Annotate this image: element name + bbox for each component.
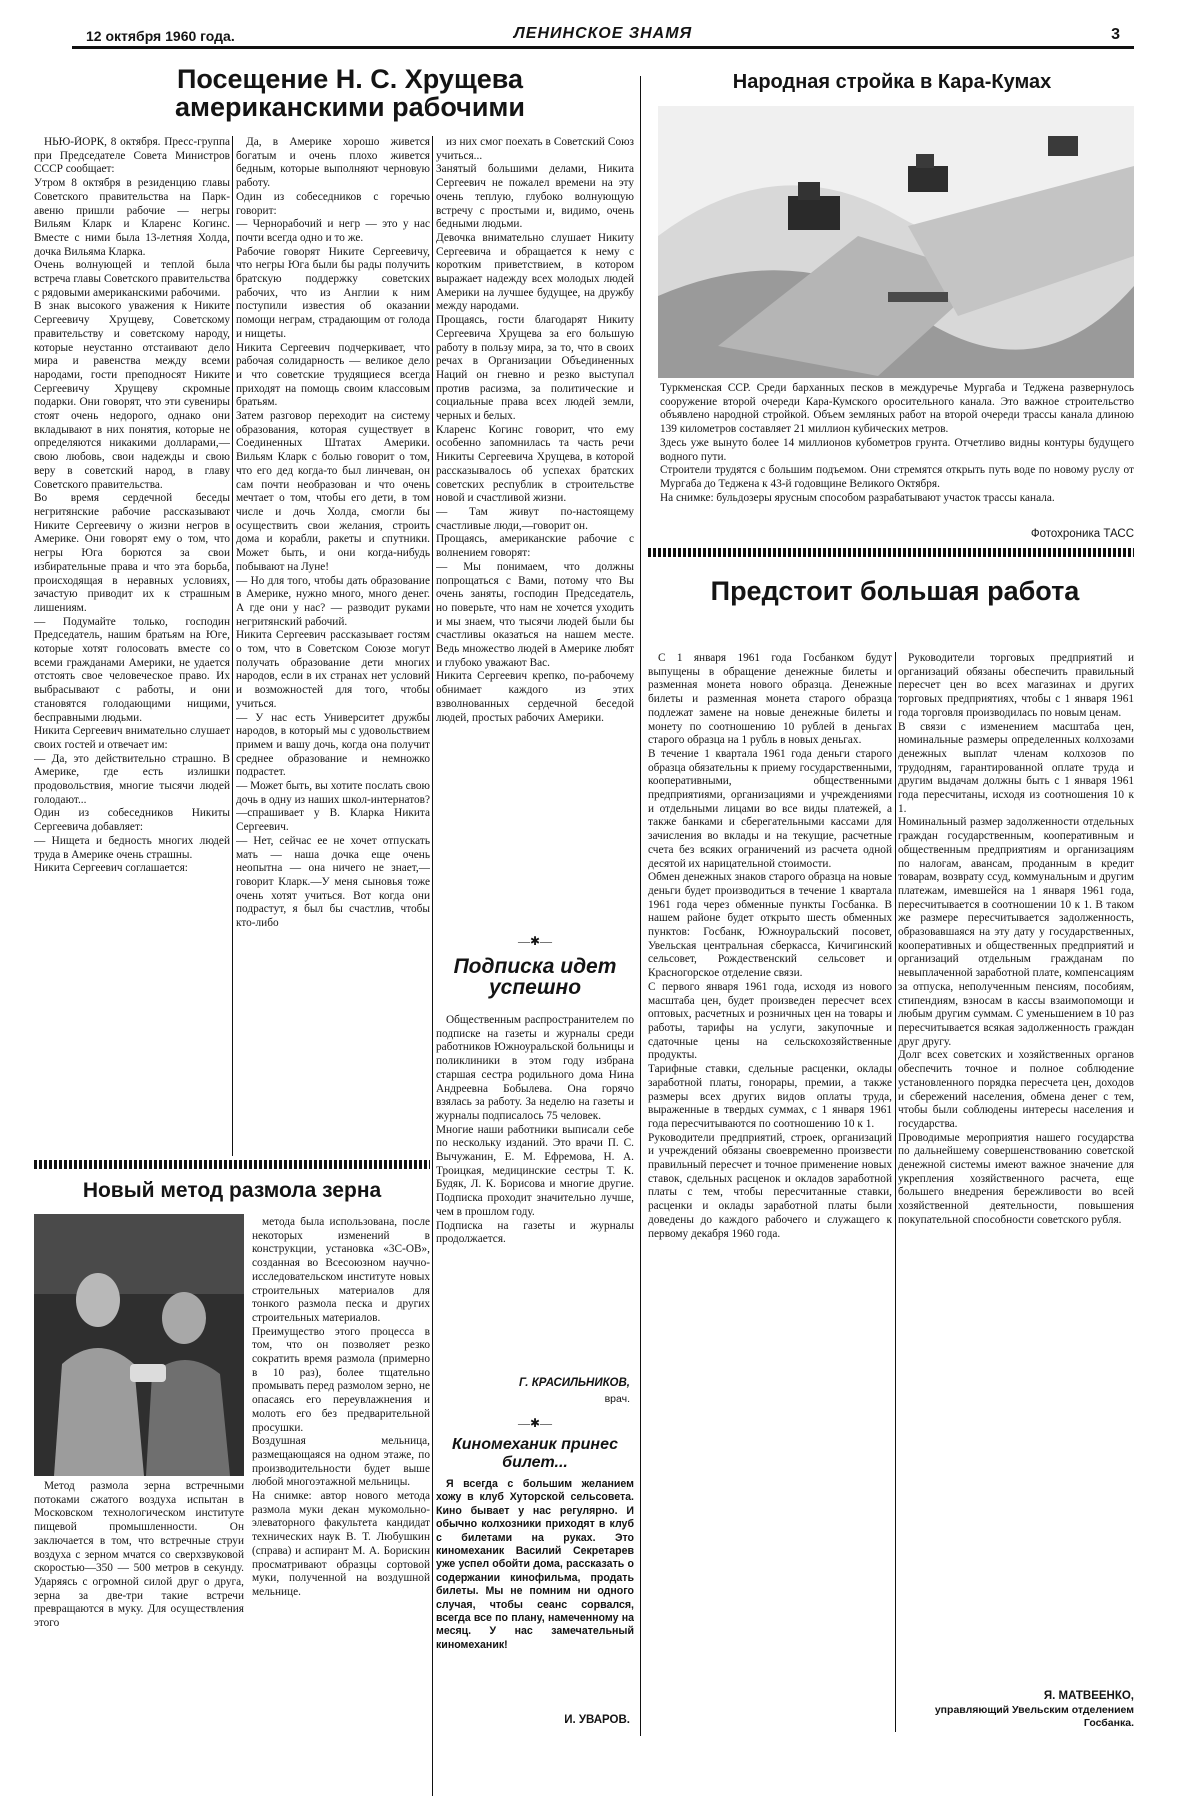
subscription-signature-role: врач. — [604, 1393, 630, 1405]
hatched-rule — [34, 1160, 430, 1169]
column-divider — [895, 652, 896, 1732]
section-ornament: —✱— — [517, 934, 553, 948]
page-header — [72, 24, 1134, 49]
newspaper-name: ЛЕНИНСКОЕ ЗНАМЯ — [513, 25, 693, 42]
scientists-photo-image — [34, 1214, 244, 1476]
subscription-body: Общественным распространителем по подписке на газеты и журналы среди работников Южноуральской больницы и поликлиники в этом году избрана старшая сестра родильного дома Нина Андреевна Бобылева. Она горячо взялась за работу. За неделю на газеты и журналы подписалось 75 человек. Многие наши работники выписали себе по нескольку изданий. Это врачи П. С. Вычужанин, Е. М. Ефремова, Н. А. Троицкая, медицинские сестры Т. К. Будяк, Л. К. Борисова и многие другие. Подписка проходит значительно лучше, чем в прошлом году. Подписка на газеты и журналы продолжается. — [436, 1014, 634, 1246]
hatched-rule — [648, 548, 1134, 557]
money-headline: Предстоит большая работа — [710, 576, 1080, 606]
section-ornament: —✱— — [517, 1416, 553, 1430]
column-divider — [432, 136, 433, 1796]
issue-date: 12 октября 1960 года. — [86, 28, 235, 44]
subscription-signature: Г. КРАСИЛЬНИКОВ, — [518, 1377, 630, 1389]
page-number: 3 — [1111, 26, 1120, 43]
subscription-headline: Подписка идет успешно — [453, 955, 617, 1000]
visit-headline: Посещение Н. С. Хрущева американскими рабочими — [175, 64, 525, 122]
kino-headline: Киномеханик принес билет... — [451, 1436, 619, 1471]
scientists-photo — [34, 1214, 244, 1476]
grain-headline: Новый метод размола зерна — [82, 1179, 382, 1202]
visit-column-2: Да, в Америке хорошо живется богатым и очень плохо живется бедным, которые выполняют черновую работу. Один из собеседников с горечью говорит: — Чернорабочий и негр — это у нас почти всегда одно и то же. Рабочие говорят Никите Сергеевичу, что негры Юга были бы рады получить братскую поддержку советских рабочих, что из Англии к ним поступили известия об оказании помощи неграм, страдающим от голода и нищеты. Никита Сергеевич подчеркивает, что рабочая солидарность — великое дело и что советские трудящиеся всегда приходят на помощь своим классовым братьям. Затем разговор переходит на систему образования, которая существует в Соединенных Штатах Америки. Вильям Кларк с болью говорит о том, что его дед когда-то был линчеван, он сам почти необразован и что очень мечтает о том, чтобы его дети, в том числе и дочь Холда, смогли бы осуществить свои желания, строить дома и корабли, ракеты и спутники. Может быть, и они когда-нибудь побывают на Луне! — Но для того, чтобы дать образование в Америке, нужно много, много денег. А где они у нас? — разводит руками негритянский рабочий. Никита Сергеевич рассказывает гостям о том, что в Советском Союзе могут получать образование дети многих народов, если в их странах нет условий и возможностей для того, чтобы учиться. — У нас есть Университет дружбы народов, в который мы с удовольствием примем и вашу дочь, когда она получит среднее образование и немножко подрастет. — Может быть, вы хотите послать свою дочь в одну из наших школ-интернатов?—спрашивает у В. Кларка Никита Сергеевич. — Нет, сейчас ее не хочет отпускать мать — наша дочка еще очень неопытна — она ничего не знает,—говорит Кларк.—У меня сыновья тоже очень хотят учиться. Вот когда они подрастут, я был бы счастлив, чтобы кто-либо — [236, 136, 430, 930]
money-signature: Я. МАТВЕЕНКО, — [1043, 1690, 1134, 1702]
bulldozer-photo-image — [658, 106, 1134, 378]
visit-column-3: из них смог поехать в Советский Союз учиться... Занятый большими делами, Никита Сергеевич не пожалел времени на эту очень теплую, глубоко волнующую встречу с простыми и, видимо, очень бедными людьми. Девочка внимательно слушает Никиту Сергеевича и обращается к нему с коротким приветствием, в котором выражает надежду всех молодых людей Америки на лучшее будущее, на дружбу между народами. Прощаясь, гости благодарят Никиту Сергеевича Хрущева за его большую работу в пользу мира, за то, что в своих речах в Организации Объединенных Наций он гневно и резко выступал против расизма, за политические и социальные права всех людей земли, черных и белых. Кларенс Когинс говорит, что ему особенно запомнилась та часть речи Никиты Сергеевича Хрущева, в которой рассказывалось об успехах братских советских республик в строительстве новой и счастливой жизни. — Там живут по-настоящему счастливые люди,—говорит он. Прощаясь, американские рабочие с волнением говорят: — Мы понимаем, что должны попрощаться с Вами, потому что Вы очень заняты, господин Председатель, но поверьте, что нам не хочется уходить и мы знаем, что тысячи людей были бы счастливы оказаться на нашем месте. Ведь множество людей в Америке любят и глубоко уважают Вас. Никита Сергеевич крепко, по-рабочему обнимает каждого из этих взволнованных сердечной беседой людей, простых рабочих Америки. — [436, 136, 634, 724]
bulldozer-photo — [658, 106, 1134, 378]
money-column-1: С 1 января 1961 года Госбанком будут выпущены в обращение денежные билеты и разменная монета нового образца. Денежные билеты и разменная монета старого образца подлежат замене на новые денежные билеты и монету по соотношению 10 рублей в деньгах старого образца на 1 рубль в новых деньгах. В течение 1 квартала 1961 года деньги старого образца обязательны к приему государственными, кооперативными, общественными предприятиями, организациями и учреждениями и отдельными лицами во все виды платежей, а также банками и сберегательными кассами для зачисления во вклады и на текущие, расчетные счета без всяких ограничений из расчета одной десятой их нарицательной стоимости. Обмен денежных знаков старого образца на новые деньги будет производиться в течение 1 квартала 1961 года через обменные пункты Госбанка. В нашем районе будет открыто шесть обменных пунктов: Госбанк, Южноуральский посовет, Увельская центральная сберкасса, Кичигинский сельсовет, Рождественский сельсовет и Красногорское отделение связи. С первого января 1961 года, исходя из нового масштаба цен, будет произведен пересчет всех оптовых, расчетных и розничных цен на товары и работы, тарифы на услуги, закупочные и сдаточные цены на сельскохозяйственные продукты. Тарифные ставки, сдельные расценки, оклады заработной платы, гонорары, премии, а также размеры всех других видов оплаты труда, выраженные в твердых суммах, с 1 января 1961 года пересчитываются по соотношению 10 к 1. Руководители предприятий, строек, организаций и учреждений обязаны своевременно произвести правильный пересчет и точное применение новых ставок, сдельных расценок и окладов заработной платы с тем, чтобы пересчитанные ставки, расценки и оклады заработной платы были доведены до каждого рабочего и служащего к первому декабря 1960 года. — [648, 652, 892, 1240]
money-column-2: Руководители торговых предприятий и организаций обязаны обеспечить правильный пересчет цен во всех магазинах и других торговых предприятиях, чтобы с 1 января 1961 года торговля производилась по новым ценам. В связи с изменением масштаба цен, номинальные размеры определенных колхозами денежных выплат членам колхозов по трудодням, гарантированной оплате труда и другим выдачам должны быть с 1 января 1961 года пересчитаны, исходя из соотношения 10 к 1. Номинальный размер задолженности отдельных граждан государственным, кооперативным и общественным предприятиям и организациям по налогам, авансам, проданным в кредит товарам, возврату ссуд, коммунальным и другим платежам, имевшейся на 1 января 1961 года, пересчитывается в соотношении 10 к 1. В таком же размере пересчитывается задолженность, образовавшаяся на эту дату у государственных, кооперативных и общественных предприятий и организаций отдельным гражданам по невыплаченной заработной плате, компенсациям за отпуска, неполученным пенсиям, пособиям, стипендиям, взносам в кассы взаимопомощи и любым другим суммам. С уменьшением в 10 раз пересчитывается всякая задолженность граждан друг другу. Долг всех советских и хозяйственных органов обеспечить точное и полное соблюдение установленного порядка пересчета цен, доходов и сбережений населения, обмена денег с тем, чтобы были соблюдены интересы населения и государства. Проводимые мероприятия нашего государства по дальнейшему совершенствованию советской денежной системы имеют важное значение для укрепления хозяйственного расчета, еще большего внедрения бережливости во всей хозяйственной деятельности, повышения покупательной способности советского рубля. — [898, 652, 1134, 1226]
karakum-headline: Народная стройка в Кара-Кумах — [732, 71, 1052, 93]
column-divider — [232, 136, 233, 1156]
karakum-caption: Туркменская ССР. Среди барханных песков в междуречье Мургаба и Теджена развернулось сооружение второй очереди Кара-Кумского оросительного канала. Это важное строительство объявлено народной стройкой. Объем земляных работ на второй очереди трассы канала длиною 139 километров составляет 21 миллион кубических метров. Здесь уже вынуто более 14 миллионов кубометров грунта. Отчетливо видны контуры будущего водного пути. Строители трудятся с большим подъемом. Они стремятся открыть путь воде по новому руслу от Мургаба до Теджена к 43-й годовщине Великого Октября. На снимке: бульдозеры ярусным способом разрабатывают участок трассы канала. — [660, 382, 1134, 504]
photo-credit: Фотохроника ТАСС — [1030, 528, 1134, 540]
kino-signature: И. УВАРОВ. — [564, 1714, 630, 1726]
visit-column-1: НЬЮ-ЙОРК, 8 октября. Пресс-группа при Председателе Совета Министров СССР сообщает: Утром 8 октября в резиденцию главы Советского правительства на Парк-авеню пришли рабочие — негры Вильям Кларк и Кларенс Когинс. Вместе с ними была 13-летняя Холда, дочка Вильяма Кларка. Очень волнующей и теплой была встреча главы Советского правительства с рядовыми американскими рабочими. В знак высокого уважения к Никите Сергеевичу Хрущеву, Советскому правительству и советскому народу, которые неустанно отстаивают дело мира и равенства между всеми народами, гости преподносят Никите Сергеевичу Хрущеву скромные подарки. Они говорят, что эти сувениры стоят очень недорого, однако они вкладывают в них понятия, которые не определяются никакими долларами,—свою любовь, свои надежды и свою веру в советский народ, в главу Советского правительства. Во время сердечной беседы негритянские рабочие рассказывают Никите Сергеевичу о жизни негров в Америке. Они говорят ему о том, что негры Юга борются за свои избирательные права и что эта борьба, происходящая в неравных условиях, зачастую приводит их к страшным лишениям. — Подумайте только, господин Председатель, нашим братьям на Юге, которые хотят голосовать вместе со всеми гражданами Америки, не удается отстоять свое человеческое право. Их выбрасывают с работы, и они становятся голодающими нищими, бесправными людьми. Никита Сергеевич внимательно слушает своих гостей и отвечает им: — Да, это действительно страшно. В Америке, где есть излишки продовольствия, многие тысячи людей голодают... Один из собеседников Никиты Сергеевича добавляет: — Нищета и бедность многих людей труда в Америке очень страшны. Никита Сергеевич соглашается: — [34, 136, 230, 875]
money-signature-role: управляющий Увельским отделением Госбанка. — [934, 1704, 1134, 1729]
grain-left-text: Метод размола зерна встречными потоками сжатого воздуха испытан в Московском технологическом институте пищевой промышленности. Он заключается в том, что встречные струи воздуха с зерном мчатся со сверхзвуковой скоростью—350 — 500 метров в секунду. Ударяясь с огромной силой друг о друга, зерна за две-три такие встречи превращаются в муку. Для осуществления этого — [34, 1480, 244, 1630]
kino-body: Я всегда с большим желанием хожу в клуб Хуторской сельсовета. Кино бывает у нас регулярно. И обычно колхозники приходят в клуб с билетами на руках. Это киномеханик Василий Секретарев уже успел обойти дома, рассказать о содержании кинофильма, продать билеты. Мы не помним ни одного случая, чтобы сеанс сорвался, всегда все по плану, намеченному на месяц. У нас замечательный киномеханик! — [436, 1478, 634, 1651]
column-divider — [640, 76, 641, 1736]
grain-right-text: метода была использована, после некоторых изменений в конструкции, установка «3С-ОВ», созданная во Всесоюзном научно-исследовательском институте новых строительных материалов для тонкого размола песка и других строительных материалов. Преимущество этого процесса в том, что он позволяет резко сократить время размола (примерно в 10 раз), более тщательно промывать перед размолом зерно, не опасаясь его переувлажнения и молоть его без предварительной просушки. Воздушная мельница, размещающаяся на одном этаже, по производительности будет выше любой многоэтажной мельницы. На снимке: автор нового метода размола муки декан мукомольно-элеваторного факультета кандидат технических наук В. Т. Любушкин (справа) и аспирант М. А. Борискин просматривают образцы сортовой муки, полученной на воздушной мельнице. — [252, 1216, 430, 1598]
